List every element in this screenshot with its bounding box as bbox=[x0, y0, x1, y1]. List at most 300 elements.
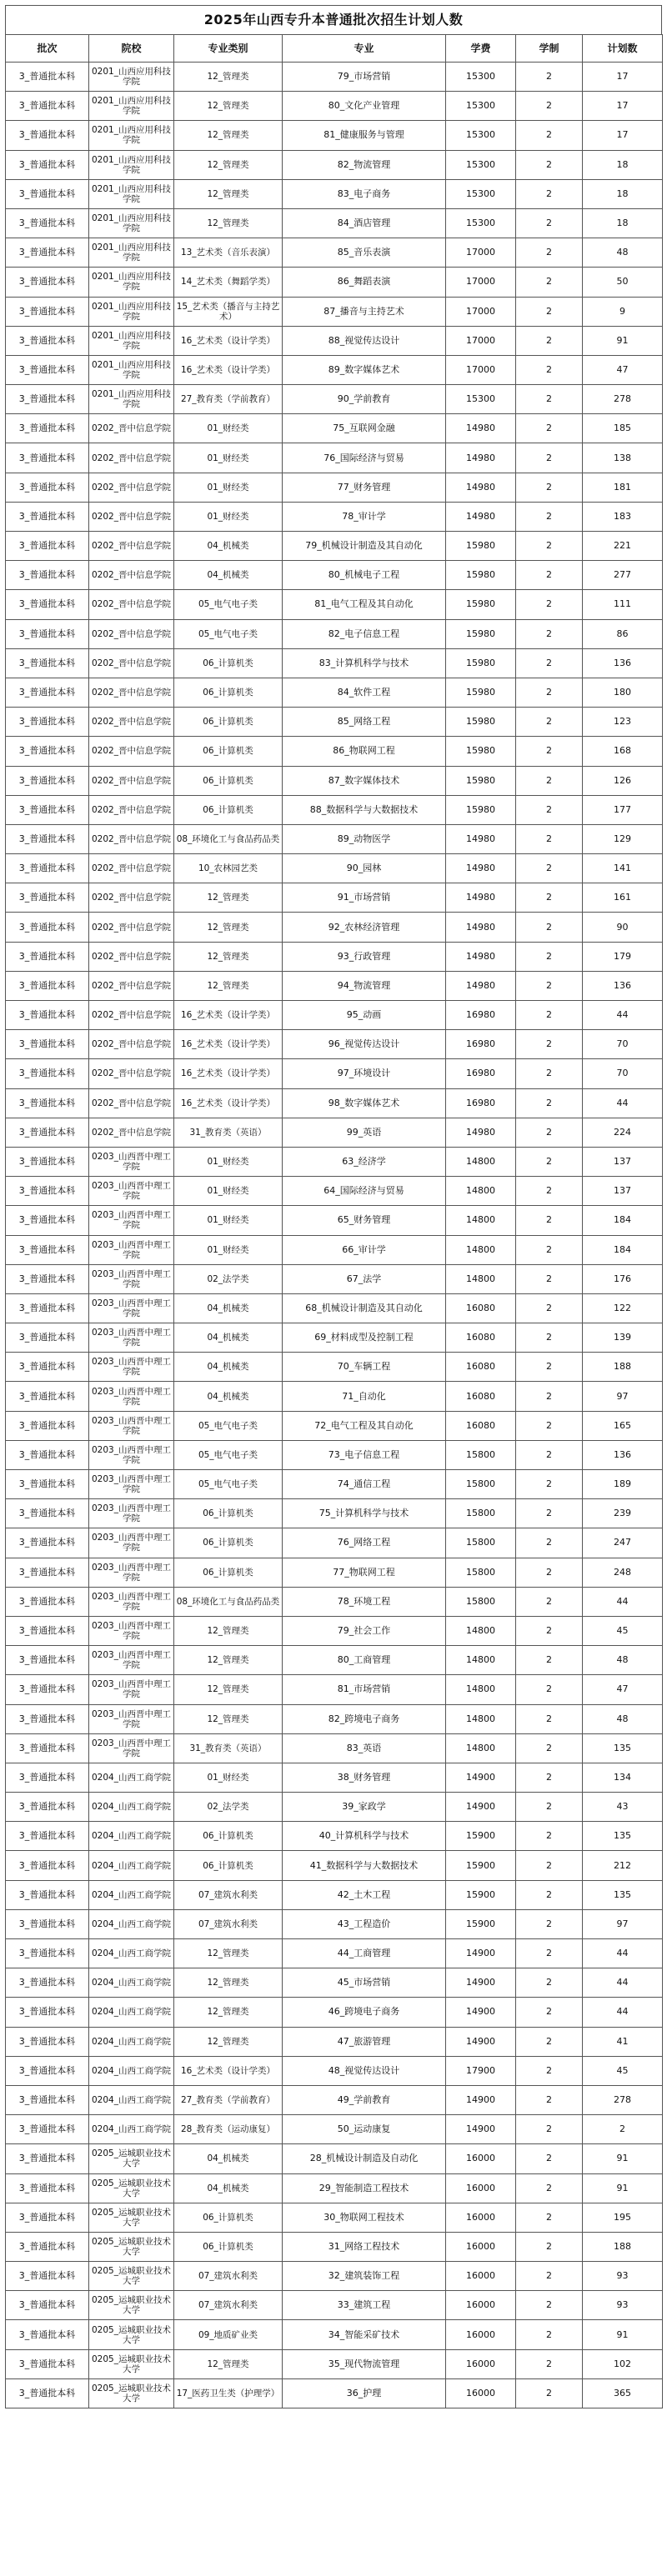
tuition-cell: 16080 bbox=[446, 1353, 516, 1382]
major-cell: 83_英语 bbox=[283, 1733, 446, 1763]
category-cell: 13_艺术类（音乐表演） bbox=[174, 238, 283, 268]
plan-count-cell: 176 bbox=[583, 1264, 663, 1293]
category-cell: 01_财经类 bbox=[174, 1763, 283, 1792]
table-row bbox=[6, 2056, 663, 2085]
batch-cell: 3_普通批本科 bbox=[6, 1939, 89, 1968]
batch-cell: 3_普通批本科 bbox=[6, 2027, 89, 2056]
plan-count-cell: 97 bbox=[583, 1909, 663, 1938]
plan-count-cell: 91 bbox=[583, 2320, 663, 2349]
major-cell: 75_互联网金融 bbox=[283, 414, 446, 443]
plan-count-cell: 18 bbox=[583, 208, 663, 238]
tuition-cell: 16080 bbox=[446, 1293, 516, 1323]
duration-cell: 2 bbox=[516, 1733, 583, 1763]
school-cell: 0204_山西工商学院 bbox=[89, 1968, 174, 1998]
plan-count-cell: 48 bbox=[583, 1704, 663, 1733]
tuition-cell: 14900 bbox=[446, 1793, 516, 1822]
table-row bbox=[6, 590, 663, 619]
table-row bbox=[6, 1001, 663, 1030]
table-row bbox=[6, 1118, 663, 1147]
major-cell: 73_电子信息工程 bbox=[283, 1440, 446, 1469]
major-cell: 49_学前教育 bbox=[283, 2085, 446, 2114]
table-row bbox=[6, 297, 663, 326]
major-cell: 82_电子信息工程 bbox=[283, 619, 446, 648]
table-row bbox=[6, 2203, 663, 2232]
duration-cell: 2 bbox=[516, 1470, 583, 1499]
tuition-cell: 16980 bbox=[446, 1001, 516, 1030]
category-cell: 16_艺术类（设计学类） bbox=[174, 355, 283, 384]
school-cell: 0204_山西工商学院 bbox=[89, 1909, 174, 1938]
school-cell: 0204_山西工商学院 bbox=[89, 2085, 174, 2114]
table-row bbox=[6, 502, 663, 531]
table-row bbox=[6, 1646, 663, 1675]
tuition-cell: 15300 bbox=[446, 121, 516, 150]
tuition-cell: 14900 bbox=[446, 1968, 516, 1998]
table-row bbox=[6, 238, 663, 268]
duration-cell: 2 bbox=[516, 473, 583, 502]
table-row bbox=[6, 795, 663, 824]
school-cell: 0201_山西应用科技学院 bbox=[89, 63, 174, 92]
duration-cell: 2 bbox=[516, 561, 583, 590]
major-cell: 33_建筑工程 bbox=[283, 2291, 446, 2320]
batch-cell: 3_普通批本科 bbox=[6, 2115, 89, 2144]
batch-cell: 3_普通批本科 bbox=[6, 1793, 89, 1822]
batch-cell: 3_普通批本科 bbox=[6, 883, 89, 913]
plan-count-cell: 44 bbox=[583, 1587, 663, 1616]
table-row bbox=[6, 473, 663, 502]
school-cell: 0202_晋中信息学院 bbox=[89, 942, 174, 971]
major-cell: 76_网络工程 bbox=[283, 1528, 446, 1558]
major-cell: 89_数字媒体艺术 bbox=[283, 355, 446, 384]
tuition-cell: 14980 bbox=[446, 883, 516, 913]
table-row bbox=[6, 1587, 663, 1616]
tuition-cell: 14980 bbox=[446, 913, 516, 942]
school-cell: 0202_晋中信息学院 bbox=[89, 532, 174, 561]
table-row bbox=[6, 913, 663, 942]
major-cell: 91_市场营销 bbox=[283, 883, 446, 913]
category-cell: 12_管理类 bbox=[174, 92, 283, 121]
category-cell: 01_财经类 bbox=[174, 1177, 283, 1206]
duration-cell: 2 bbox=[516, 1763, 583, 1792]
category-cell: 12_管理类 bbox=[174, 1675, 283, 1704]
table-row bbox=[6, 1353, 663, 1382]
tuition-cell: 14800 bbox=[446, 1147, 516, 1176]
table-row bbox=[6, 532, 663, 561]
major-cell: 97_环境设计 bbox=[283, 1059, 446, 1088]
table-row bbox=[6, 1382, 663, 1411]
tuition-cell: 15300 bbox=[446, 63, 516, 92]
plan-count-cell: 45 bbox=[583, 1616, 663, 1645]
category-cell: 01_财经类 bbox=[174, 1147, 283, 1176]
tuition-cell: 15300 bbox=[446, 150, 516, 179]
category-cell: 12_管理类 bbox=[174, 2027, 283, 2056]
duration-cell: 2 bbox=[516, 619, 583, 648]
school-cell: 0203_山西晋中理工学院 bbox=[89, 1293, 174, 1323]
category-cell: 16_艺术类（设计学类） bbox=[174, 1030, 283, 1059]
tuition-cell: 16080 bbox=[446, 1323, 516, 1353]
batch-cell: 3_普通批本科 bbox=[6, 268, 89, 297]
batch-cell: 3_普通批本科 bbox=[6, 297, 89, 326]
school-cell: 0205_运城职业技术大学 bbox=[89, 2349, 174, 2378]
tuition-cell: 15300 bbox=[446, 208, 516, 238]
category-cell: 15_艺术类（播音与主持艺术） bbox=[174, 297, 283, 326]
batch-cell: 3_普通批本科 bbox=[6, 1558, 89, 1587]
category-cell: 12_管理类 bbox=[174, 1616, 283, 1645]
duration-cell: 2 bbox=[516, 883, 583, 913]
category-cell: 16_艺术类（设计学类） bbox=[174, 1059, 283, 1088]
batch-cell: 3_普通批本科 bbox=[6, 708, 89, 737]
tuition-cell: 16980 bbox=[446, 1030, 516, 1059]
major-cell: 66_审计学 bbox=[283, 1235, 446, 1264]
batch-cell: 3_普通批本科 bbox=[6, 92, 89, 121]
category-cell: 12_管理类 bbox=[174, 1704, 283, 1733]
plan-count-cell: 136 bbox=[583, 971, 663, 1000]
plan-count-cell: 50 bbox=[583, 268, 663, 297]
duration-cell: 2 bbox=[516, 385, 583, 414]
table-row bbox=[6, 1470, 663, 1499]
school-cell: 0201_山西应用科技学院 bbox=[89, 92, 174, 121]
tuition-cell: 14800 bbox=[446, 1235, 516, 1264]
plan-count-cell: 183 bbox=[583, 502, 663, 531]
batch-cell: 3_普通批本科 bbox=[6, 1587, 89, 1616]
category-cell: 06_计算机类 bbox=[174, 2232, 283, 2261]
batch-cell: 3_普通批本科 bbox=[6, 1880, 89, 1909]
major-cell: 75_计算机科学与技术 bbox=[283, 1499, 446, 1528]
duration-cell: 2 bbox=[516, 1001, 583, 1030]
enrollment-table bbox=[5, 34, 663, 2408]
school-cell: 0202_晋中信息学院 bbox=[89, 1030, 174, 1059]
category-cell: 06_计算机类 bbox=[174, 1851, 283, 1880]
duration-cell: 2 bbox=[516, 92, 583, 121]
plan-count-cell: 139 bbox=[583, 1323, 663, 1353]
category-cell: 16_艺术类（设计学类） bbox=[174, 1088, 283, 1118]
major-cell: 79_市场营销 bbox=[283, 63, 446, 92]
duration-cell: 2 bbox=[516, 1030, 583, 1059]
batch-cell: 3_普通批本科 bbox=[6, 1704, 89, 1733]
category-cell: 12_管理类 bbox=[174, 883, 283, 913]
school-cell: 0205_运城职业技术大学 bbox=[89, 2291, 174, 2320]
major-cell: 63_经济学 bbox=[283, 1147, 446, 1176]
batch-cell: 3_普通批本科 bbox=[6, 2085, 89, 2114]
duration-cell: 2 bbox=[516, 179, 583, 208]
tuition-cell: 16980 bbox=[446, 1059, 516, 1088]
header-school: 院校 bbox=[89, 35, 174, 63]
category-cell: 16_艺术类（设计学类） bbox=[174, 326, 283, 355]
plan-count-cell: 47 bbox=[583, 355, 663, 384]
school-cell: 0203_山西晋中理工学院 bbox=[89, 1353, 174, 1382]
plan-count-cell: 44 bbox=[583, 1088, 663, 1118]
school-cell: 0202_晋中信息学院 bbox=[89, 678, 174, 707]
tuition-cell: 17000 bbox=[446, 238, 516, 268]
batch-cell: 3_普通批本科 bbox=[6, 2320, 89, 2349]
category-cell: 06_计算机类 bbox=[174, 766, 283, 795]
major-cell: 50_运动康复 bbox=[283, 2115, 446, 2144]
table-row bbox=[6, 1088, 663, 1118]
school-cell: 0203_山西晋中理工学院 bbox=[89, 1558, 174, 1587]
school-cell: 0202_晋中信息学院 bbox=[89, 1088, 174, 1118]
plan-count-cell: 44 bbox=[583, 1968, 663, 1998]
table-row bbox=[6, 1177, 663, 1206]
major-cell: 28_机械设计制造及自动化 bbox=[283, 2144, 446, 2173]
batch-cell: 3_普通批本科 bbox=[6, 1059, 89, 1088]
plan-count-cell: 184 bbox=[583, 1235, 663, 1264]
major-cell: 87_播音与主持艺术 bbox=[283, 297, 446, 326]
plan-count-cell: 136 bbox=[583, 648, 663, 678]
duration-cell: 2 bbox=[516, 1293, 583, 1323]
table-row bbox=[6, 1206, 663, 1235]
major-cell: 84_酒店管理 bbox=[283, 208, 446, 238]
table-row bbox=[6, 2349, 663, 2378]
table-row bbox=[6, 1998, 663, 2027]
table-row bbox=[6, 1235, 663, 1264]
table-row bbox=[6, 385, 663, 414]
plan-count-cell: 165 bbox=[583, 1411, 663, 1440]
tuition-cell: 14900 bbox=[446, 1939, 516, 1968]
plan-count-cell: 111 bbox=[583, 590, 663, 619]
duration-cell: 2 bbox=[516, 2056, 583, 2085]
batch-cell: 3_普通批本科 bbox=[6, 1118, 89, 1147]
batch-cell: 3_普通批本科 bbox=[6, 1353, 89, 1382]
tuition-cell: 15800 bbox=[446, 1499, 516, 1528]
tuition-cell: 17000 bbox=[446, 326, 516, 355]
category-cell: 01_财经类 bbox=[174, 1206, 283, 1235]
table-row bbox=[6, 2173, 663, 2203]
plan-count-cell: 91 bbox=[583, 2173, 663, 2203]
plan-count-cell: 195 bbox=[583, 2203, 663, 2232]
major-cell: 36_护理 bbox=[283, 2378, 446, 2408]
plan-count-cell: 43 bbox=[583, 1793, 663, 1822]
category-cell: 12_管理类 bbox=[174, 913, 283, 942]
batch-cell: 3_普通批本科 bbox=[6, 619, 89, 648]
tuition-cell: 15800 bbox=[446, 1587, 516, 1616]
batch-cell: 3_普通批本科 bbox=[6, 1763, 89, 1792]
school-cell: 0204_山西工商学院 bbox=[89, 1851, 174, 1880]
tuition-cell: 15980 bbox=[446, 678, 516, 707]
duration-cell: 2 bbox=[516, 1616, 583, 1645]
tuition-cell: 14980 bbox=[446, 414, 516, 443]
duration-cell: 2 bbox=[516, 297, 583, 326]
category-cell: 05_电气电子类 bbox=[174, 1470, 283, 1499]
enrollment-sheet bbox=[5, 5, 662, 2408]
duration-cell: 2 bbox=[516, 1558, 583, 1587]
table-body bbox=[6, 63, 663, 2408]
batch-cell: 3_普通批本科 bbox=[6, 590, 89, 619]
tuition-cell: 14800 bbox=[446, 1675, 516, 1704]
table-row bbox=[6, 1293, 663, 1323]
school-cell: 0203_山西晋中理工学院 bbox=[89, 1587, 174, 1616]
tuition-cell: 16000 bbox=[446, 2291, 516, 2320]
plan-count-cell: 277 bbox=[583, 561, 663, 590]
school-cell: 0201_山西应用科技学院 bbox=[89, 355, 174, 384]
major-cell: 95_动画 bbox=[283, 1001, 446, 1030]
tuition-cell: 15800 bbox=[446, 1470, 516, 1499]
school-cell: 0203_山西晋中理工学院 bbox=[89, 1264, 174, 1293]
table-row bbox=[6, 2115, 663, 2144]
school-cell: 0203_山西晋中理工学院 bbox=[89, 1616, 174, 1645]
major-cell: 82_物流管理 bbox=[283, 150, 446, 179]
plan-count-cell: 138 bbox=[583, 443, 663, 473]
category-cell: 08_环境化工与食品药品类 bbox=[174, 824, 283, 853]
major-cell: 77_物联网工程 bbox=[283, 1558, 446, 1587]
major-cell: 81_电气工程及其自动化 bbox=[283, 590, 446, 619]
school-cell: 0205_运城职业技术大学 bbox=[89, 2232, 174, 2261]
school-cell: 0202_晋中信息学院 bbox=[89, 737, 174, 766]
table-row bbox=[6, 355, 663, 384]
duration-cell: 2 bbox=[516, 1909, 583, 1938]
school-cell: 0204_山西工商学院 bbox=[89, 2027, 174, 2056]
plan-count-cell: 136 bbox=[583, 1440, 663, 1469]
school-cell: 0203_山西晋中理工学院 bbox=[89, 1323, 174, 1353]
tuition-cell: 14980 bbox=[446, 443, 516, 473]
tuition-cell: 15300 bbox=[446, 92, 516, 121]
major-cell: 90_学前教育 bbox=[283, 385, 446, 414]
plan-count-cell: 135 bbox=[583, 1822, 663, 1851]
category-cell: 06_计算机类 bbox=[174, 737, 283, 766]
school-cell: 0203_山西晋中理工学院 bbox=[89, 1382, 174, 1411]
batch-cell: 3_普通批本科 bbox=[6, 678, 89, 707]
category-cell: 27_教育类（学前教育） bbox=[174, 2085, 283, 2114]
tuition-cell: 14900 bbox=[446, 1763, 516, 1792]
table-row bbox=[6, 1968, 663, 1998]
category-cell: 04_机械类 bbox=[174, 2144, 283, 2173]
table-row bbox=[6, 443, 663, 473]
school-cell: 0202_晋中信息学院 bbox=[89, 854, 174, 883]
major-cell: 69_材料成型及控制工程 bbox=[283, 1323, 446, 1353]
table-row bbox=[6, 883, 663, 913]
school-cell: 0203_山西晋中理工学院 bbox=[89, 1440, 174, 1469]
plan-count-cell: 184 bbox=[583, 1206, 663, 1235]
duration-cell: 2 bbox=[516, 2291, 583, 2320]
table-row bbox=[6, 971, 663, 1000]
duration-cell: 2 bbox=[516, 2349, 583, 2378]
major-cell: 89_动物医学 bbox=[283, 824, 446, 853]
school-cell: 0202_晋中信息学院 bbox=[89, 619, 174, 648]
batch-cell: 3_普通批本科 bbox=[6, 1998, 89, 2027]
batch-cell: 3_普通批本科 bbox=[6, 179, 89, 208]
school-cell: 0205_运城职业技术大学 bbox=[89, 2320, 174, 2349]
plan-count-cell: 179 bbox=[583, 942, 663, 971]
plan-count-cell: 44 bbox=[583, 1998, 663, 2027]
batch-cell: 3_普通批本科 bbox=[6, 824, 89, 853]
batch-cell: 3_普通批本科 bbox=[6, 1177, 89, 1206]
batch-cell: 3_普通批本科 bbox=[6, 2173, 89, 2203]
duration-cell: 2 bbox=[516, 532, 583, 561]
category-cell: 27_教育类（学前教育） bbox=[174, 385, 283, 414]
school-cell: 0204_山西工商学院 bbox=[89, 1793, 174, 1822]
tuition-cell: 14800 bbox=[446, 1264, 516, 1293]
category-cell: 12_管理类 bbox=[174, 2349, 283, 2378]
major-cell: 79_机械设计制造及其自动化 bbox=[283, 532, 446, 561]
category-cell: 05_电气电子类 bbox=[174, 590, 283, 619]
category-cell: 01_财经类 bbox=[174, 502, 283, 531]
duration-cell: 2 bbox=[516, 1206, 583, 1235]
plan-count-cell: 2 bbox=[583, 2115, 663, 2144]
table-row bbox=[6, 1147, 663, 1176]
duration-cell: 2 bbox=[516, 708, 583, 737]
school-cell: 0204_山西工商学院 bbox=[89, 1939, 174, 1968]
plan-count-cell: 247 bbox=[583, 1528, 663, 1558]
table-row bbox=[6, 942, 663, 971]
tuition-cell: 14800 bbox=[446, 1206, 516, 1235]
school-cell: 0202_晋中信息学院 bbox=[89, 1001, 174, 1030]
tuition-cell: 15980 bbox=[446, 708, 516, 737]
duration-cell: 2 bbox=[516, 1411, 583, 1440]
table-row bbox=[6, 1851, 663, 1880]
batch-cell: 3_普通批本科 bbox=[6, 326, 89, 355]
batch-cell: 3_普通批本科 bbox=[6, 2291, 89, 2320]
tuition-cell: 14980 bbox=[446, 473, 516, 502]
tuition-cell: 17000 bbox=[446, 297, 516, 326]
major-cell: 32_建筑装饰工程 bbox=[283, 2262, 446, 2291]
school-cell: 0202_晋中信息学院 bbox=[89, 1118, 174, 1147]
school-cell: 0203_山西晋中理工学院 bbox=[89, 1528, 174, 1558]
tuition-cell: 14900 bbox=[446, 2027, 516, 2056]
batch-cell: 3_普通批本科 bbox=[6, 2378, 89, 2408]
major-cell: 85_音乐表演 bbox=[283, 238, 446, 268]
batch-cell: 3_普通批本科 bbox=[6, 443, 89, 473]
duration-cell: 2 bbox=[516, 502, 583, 531]
category-cell: 07_建筑水利类 bbox=[174, 2291, 283, 2320]
category-cell: 01_财经类 bbox=[174, 1235, 283, 1264]
table-row bbox=[6, 1030, 663, 1059]
table-row bbox=[6, 179, 663, 208]
category-cell: 10_农林园艺类 bbox=[174, 854, 283, 883]
school-cell: 0202_晋中信息学院 bbox=[89, 648, 174, 678]
plan-count-cell: 239 bbox=[583, 1499, 663, 1528]
tuition-cell: 15900 bbox=[446, 1880, 516, 1909]
plan-count-cell: 212 bbox=[583, 1851, 663, 1880]
tuition-cell: 14900 bbox=[446, 2115, 516, 2144]
tuition-cell: 14980 bbox=[446, 971, 516, 1000]
table-row bbox=[6, 619, 663, 648]
batch-cell: 3_普通批本科 bbox=[6, 971, 89, 1000]
duration-cell: 2 bbox=[516, 1235, 583, 1264]
table-row bbox=[6, 2144, 663, 2173]
major-cell: 46_跨境电子商务 bbox=[283, 1998, 446, 2027]
tuition-cell: 16000 bbox=[446, 2203, 516, 2232]
plan-count-cell: 45 bbox=[583, 2056, 663, 2085]
duration-cell: 2 bbox=[516, 1440, 583, 1469]
duration-cell: 2 bbox=[516, 1499, 583, 1528]
plan-count-cell: 141 bbox=[583, 854, 663, 883]
duration-cell: 2 bbox=[516, 2115, 583, 2144]
major-cell: 29_智能制造工程技术 bbox=[283, 2173, 446, 2203]
tuition-cell: 17000 bbox=[446, 268, 516, 297]
duration-cell: 2 bbox=[516, 2262, 583, 2291]
school-cell: 0204_山西工商学院 bbox=[89, 2115, 174, 2144]
plan-count-cell: 161 bbox=[583, 883, 663, 913]
batch-cell: 3_普通批本科 bbox=[6, 1411, 89, 1440]
batch-cell: 3_普通批本科 bbox=[6, 1528, 89, 1558]
batch-cell: 3_普通批本科 bbox=[6, 2056, 89, 2085]
tuition-cell: 16000 bbox=[446, 2232, 516, 2261]
tuition-cell: 15980 bbox=[446, 737, 516, 766]
batch-cell: 3_普通批本科 bbox=[6, 1616, 89, 1645]
school-cell: 0202_晋中信息学院 bbox=[89, 502, 174, 531]
batch-cell: 3_普通批本科 bbox=[6, 1675, 89, 1704]
batch-cell: 3_普通批本科 bbox=[6, 1293, 89, 1323]
table-row bbox=[6, 1411, 663, 1440]
plan-count-cell: 93 bbox=[583, 2291, 663, 2320]
tuition-cell: 16080 bbox=[446, 1382, 516, 1411]
duration-cell: 2 bbox=[516, 2203, 583, 2232]
tuition-cell: 15980 bbox=[446, 532, 516, 561]
tuition-cell: 16000 bbox=[446, 2378, 516, 2408]
batch-cell: 3_普通批本科 bbox=[6, 1440, 89, 1469]
plan-count-cell: 44 bbox=[583, 1001, 663, 1030]
header-category: 专业类别 bbox=[174, 35, 283, 63]
major-cell: 81_健康服务与管理 bbox=[283, 121, 446, 150]
major-cell: 30_物联网工程技术 bbox=[283, 2203, 446, 2232]
